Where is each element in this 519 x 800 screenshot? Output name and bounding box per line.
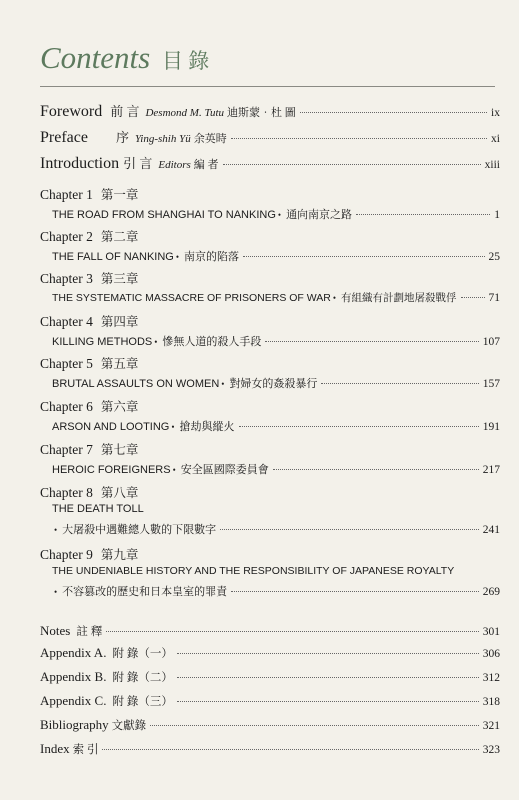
chapter-number-zh: 第四章 [100,315,139,329]
entry-label-zh: 前 言 [110,104,140,119]
entry-label: Notes [40,623,71,638]
page-number: 269 [482,586,500,598]
chapter-title-zh: 通向南京之路 [286,209,353,221]
page-number: 312 [482,672,500,684]
dot-leader [177,653,479,654]
title-chinese: 目 錄 [161,49,210,73]
toc-entry-chapter-4[interactable] [52,333,500,349]
chapter-number: Chapter 7 [40,442,93,457]
entry-label-zh: 附 錄（三） [112,696,173,708]
chapter-heading-5 [40,354,138,372]
chapter-title: THE UNDENIABLE HISTORY AND THE RESPONSIBILITY OF JAPANESE ROYALTY [52,565,455,577]
page-title [40,40,209,76]
entry-label: Appendix A. [40,645,107,660]
entry-label: Preface [40,129,88,146]
chapter-number: Chapter 4 [40,314,93,329]
entry-label: Foreword [40,103,103,120]
toc-entry-chapter-3[interactable] [52,290,500,305]
dot-leader [461,297,485,298]
chapter-title-zh: 有組織有計劃地屠殺戰俘 [341,293,457,304]
dot-leader [220,529,479,530]
chapter-heading-6 [40,397,138,415]
title-rule [40,86,495,87]
chapter-title: KILLING METHODS [52,336,153,348]
entry-label-zh: 索 引 [72,744,99,756]
page-number: xiii [484,159,500,171]
toc-entry-chapter-6[interactable] [52,418,500,434]
chapter-number-zh: 第八章 [100,486,139,500]
chapter-number-zh: 第七章 [100,443,139,457]
chapter-title-zh: 不容篡改的歷史和日本皇室的罪責 [62,586,228,598]
page-number: 25 [488,251,500,263]
page-number: 301 [482,626,500,638]
chapter-number: Chapter 2 [40,229,93,244]
page-number: 318 [482,696,500,708]
toc-entry-chapter-8[interactable] [52,503,500,515]
chapter-title: THE DEATH TOLL [52,503,144,515]
bullet-icon: • [54,525,58,535]
chapter-title-zh: 安全區國際委員會 [180,464,269,476]
entry-label: Introduction [40,155,120,172]
toc-entry-chapter-2[interactable] [52,248,500,264]
chapter-heading-1 [40,185,138,203]
dot-leader [231,591,479,592]
bullet-icon: • [221,379,225,389]
dot-leader [356,214,490,215]
entry-label: Index [40,741,70,756]
page-number: 321 [482,720,500,732]
chapter-heading-9 [40,545,138,563]
page-number: 306 [482,648,500,660]
bullet-icon: • [277,210,282,220]
chapter-number-zh: 第三章 [100,272,139,286]
entry-label-zh: 序 [115,130,129,145]
toc-entry-preface[interactable] [40,127,500,147]
toc-entry-appendix-c[interactable] [40,693,500,709]
bullet-icon: • [171,422,175,432]
dot-leader [177,701,479,702]
entry-label-zh: 附 錄（一） [112,648,173,660]
chapter-title: THE SYSTEMATIC MASSACRE OF PRISONERS OF WAR [52,292,331,304]
entry-label-zh: 附 錄（二） [112,672,173,684]
chapter-number-zh: 第二章 [100,230,139,244]
toc-entry-chapter-9-zh[interactable] [52,583,500,599]
page-number: 191 [482,421,500,433]
page-number: 107 [482,336,500,348]
page-number: ix [491,107,500,119]
chapter-title-zh: 慘無人道的殺人手段 [162,336,262,348]
entry-author-zh: 余英時 [193,133,227,145]
entry-label: Bibliography [40,717,109,732]
title-english: Contents [40,40,151,75]
toc-entry-bibliography[interactable] [40,717,500,733]
dot-leader [243,256,485,257]
chapter-title: THE FALL OF NANKING [52,251,174,263]
page-number: 1 [494,209,500,221]
chapter-heading-2 [40,227,138,245]
toc-entry-notes[interactable] [40,623,500,639]
page-number: 157 [482,378,500,390]
bullet-icon: • [332,293,337,303]
chapter-heading-8 [40,483,138,501]
chapter-number-zh: 第六章 [100,400,139,414]
chapter-number: Chapter 1 [40,187,93,202]
toc-entry-chapter-1[interactable] [52,206,500,222]
dot-leader [223,164,481,165]
toc-entry-chapter-9[interactable] [52,565,500,577]
chapter-title: THE ROAD FROM SHANGHAI TO NANKING [52,209,276,221]
toc-entry-appendix-a[interactable] [40,645,500,661]
page-number: 241 [482,524,500,536]
dot-leader [321,383,478,384]
chapter-number: Chapter 5 [40,356,93,371]
page-number: 71 [488,292,500,304]
chapter-title-zh: 南京的陷落 [184,251,239,263]
chapter-heading-4 [40,312,138,330]
chapter-number: Chapter 3 [40,271,93,286]
toc-entry-chapter-7[interactable] [52,461,500,477]
chapter-number-zh: 第一章 [100,188,139,202]
dot-leader [239,426,479,427]
chapter-heading-7 [40,440,138,458]
toc-entry-chapter-8-zh[interactable] [52,521,500,537]
dot-leader [177,677,479,678]
dot-leader [106,631,479,632]
dot-leader [102,749,478,750]
chapter-title-zh: 大屠殺中遇難總人數的下限數字 [62,524,217,536]
dot-leader [150,725,479,726]
entry-author-zh: 迪斯蒙‧杜 圖 [227,107,296,119]
entry-author: Editors [158,159,191,171]
chapter-title: HEROIC FOREIGNERS [52,464,171,476]
bullet-icon: • [172,465,176,475]
chapter-title: BRUTAL ASSAULTS ON WOMEN [52,378,220,390]
toc-entry-index[interactable] [40,741,500,757]
toc-entry-introduction[interactable] [40,153,500,173]
chapter-number: Chapter 8 [40,485,93,500]
dot-leader [231,138,487,139]
chapter-title-zh: 對婦女的姦殺暴行 [229,378,318,390]
page-number: 217 [482,464,500,476]
page-number: xi [491,133,500,145]
entry-label: Appendix B. [40,669,107,684]
entry-label-zh: 文獻錄 [111,720,147,732]
chapter-heading-3 [40,269,138,287]
chapter-number-zh: 第五章 [100,357,139,371]
page-number: 323 [482,744,500,756]
dot-leader [300,112,487,113]
entry-label: Appendix C. [40,693,107,708]
bullet-icon: • [175,252,179,262]
dot-leader [265,341,478,342]
entry-author: Ying-shih Yü [134,133,191,145]
chapter-title: ARSON AND LOOTING [52,421,170,433]
entry-author: Desmond M. Tutu [145,107,225,119]
toc-entry-appendix-b[interactable] [40,669,500,685]
entry-author-zh: 編 者 [193,159,219,171]
bullet-icon: • [54,587,58,597]
chapter-title-zh: 搶劫與縱火 [179,421,235,433]
bullet-icon: • [154,337,158,347]
toc-entry-chapter-5[interactable] [52,375,500,391]
toc-entry-foreword[interactable] [40,101,500,121]
chapter-number: Chapter 9 [40,547,93,562]
entry-label-zh: 引 言 [123,156,153,171]
chapter-number: Chapter 6 [40,399,93,414]
chapter-number-zh: 第九章 [100,548,139,562]
dot-leader [273,469,479,470]
entry-label-zh: 註 釋 [76,626,103,638]
